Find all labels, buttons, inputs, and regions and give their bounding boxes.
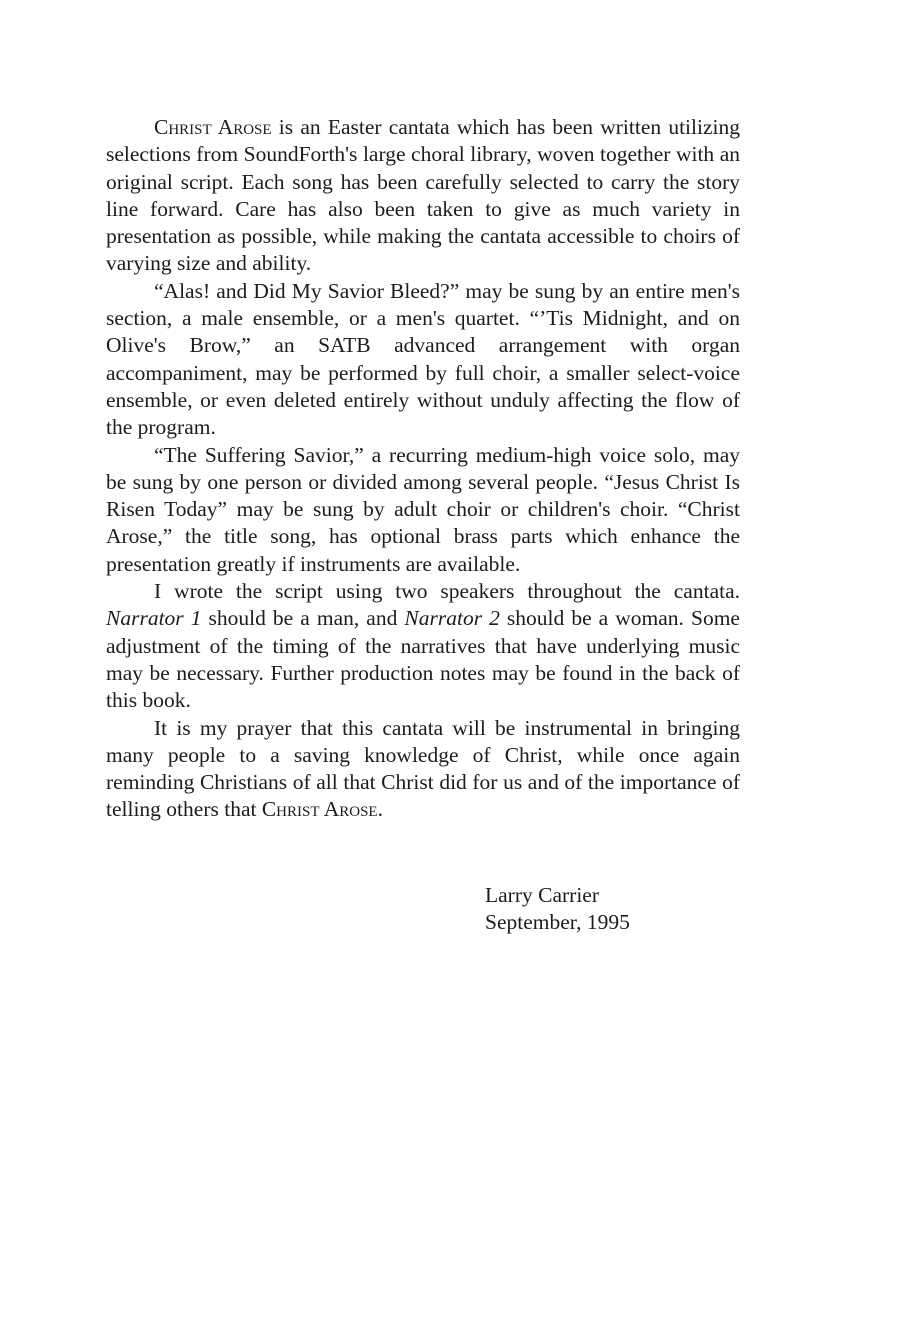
paragraph-prayer <box>106 715 740 824</box>
cantata-title: Christ Arose <box>154 115 272 139</box>
signature-block <box>485 882 630 937</box>
narrator-2-label: Narrator 2 <box>404 606 500 631</box>
paragraph-intro <box>106 114 740 278</box>
paragraph-solos <box>106 442 740 578</box>
paragraph-text: is an Easter cantata which has been written utilizing selections from SoundForth's large choral library, woven together with an original script. Each song has been carefully selected to carry the story line forward. Care has also been taken to give as much variety in presentation as possible, while making the cantata accessible to choirs of varying size and ability. <box>106 115 740 276</box>
paragraph-text: It is my prayer that this cantata will be instrumental in bringing many people to a saving knowledge of Christ, while once again reminding Christians of all that Christ did for us and of the importance of telling others that <box>106 715 740 822</box>
author-name: Larry Carrier <box>485 883 599 907</box>
paragraph-text: should be a man, and <box>201 606 405 631</box>
signature-date: September, 1995 <box>485 910 630 935</box>
paragraph-text: “Alas! and Did My Savior Bleed?” may be sung by an entire men's section, a male ensemble, or a men's quartet. “’Tis Midnight, and on Olive's Brow,” an SATB advanced arrangement with organ accompaniment, may be performed by full choir, a smaller select-voice ensemble, or even deleted entirely without unduly affecting the flow of the program. <box>106 278 740 440</box>
paragraph-text: I wrote the script using two speakers throughout the cantata. <box>154 579 740 604</box>
cantata-title: Christ Arose <box>261 797 378 822</box>
narrator-1-label: Narrator 1 <box>106 606 202 631</box>
paragraph-narrators <box>106 578 740 714</box>
paragraph-text: should be a woman. Some adjustment of the timing of the narratives that have underlying music may be necessary. Further production notes may be found in the back of this book. <box>106 606 740 713</box>
paragraph-men-songs <box>106 278 740 442</box>
preface-body <box>106 114 740 824</box>
paragraph-end: . <box>377 797 383 822</box>
paragraph-text: “The Suffering Savior,” a recurring medium-high voice solo, may be sung by one person or divided among several people. “Jesus Christ Is Risen Today” may be sung by adult choir or children's choir. “Christ Arose,” the title song, has optional brass parts which enhance the presentation greatly if instruments are available. <box>106 442 740 576</box>
